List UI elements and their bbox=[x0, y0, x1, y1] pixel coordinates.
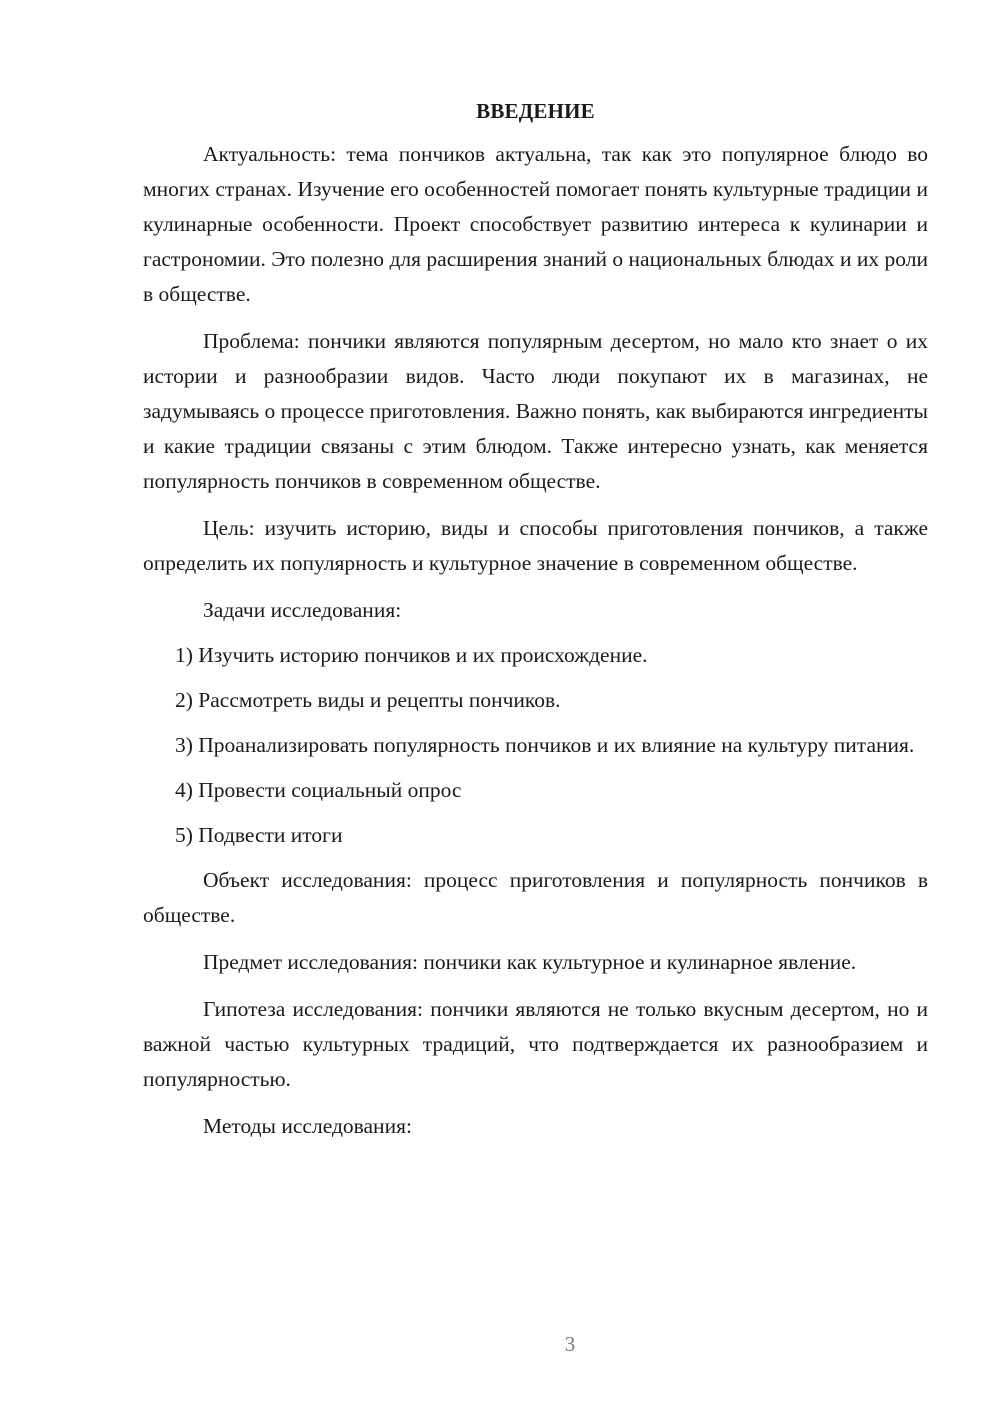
task-item: 1) Изучить историю пончиков и их происхождение. bbox=[175, 643, 648, 667]
goal-paragraph: Цель: изучить историю, виды и способы приготовления пончиков, а также определить их популярность и культурное значение в современном обществе. bbox=[143, 516, 928, 575]
page-title: ВВЕДЕНИЕ bbox=[476, 99, 595, 123]
task-item: 3) Проанализировать популярность пончиков и их влияние на культуру питания. bbox=[175, 733, 915, 757]
methods-label: Методы исследования: bbox=[203, 1114, 412, 1138]
relevance-paragraph: Актуальность: тема пончиков актуальна, так как это популярное блюдо во многих странах. Изучение его особенностей помогает понять культурные традиции и кулинарные особенности. Проект способствует развитию интереса к кулинарии и гастрономии. Это полезно для расширения знаний о национальных блюдах и их роли в обществе. bbox=[143, 142, 928, 306]
page-content bbox=[143, 95, 928, 1154]
subject-paragraph: Предмет исследования: пончики как культурное и кулинарное явление. bbox=[203, 950, 857, 974]
page-number: 3 bbox=[564, 1332, 576, 1356]
task-item: 2) Рассмотреть виды и рецепты пончиков. bbox=[175, 688, 561, 712]
tasks-label: Задачи исследования: bbox=[203, 598, 402, 622]
object-paragraph: Объект исследования: процесс приготовления и популярность пончиков в обществе. bbox=[143, 868, 928, 927]
problem-paragraph: Проблема: пончики являются популярным десертом, но мало кто знает о их истории и разнообразии видов. Часто люди покупают их в магазинах, не задумываясь о процессе приготовления. Важно понять, как выбираются ингредиенты и какие традиции связаны с этим блюдом. Также интересно узнать, как меняется популярность пончиков в современном обществе. bbox=[143, 329, 928, 493]
hypothesis-paragraph: Гипотеза исследования: пончики являются не только вкусным десертом, но и важной частью культурных традиций, что подтверждается их разнообразием и популярностью. bbox=[143, 997, 928, 1091]
task-item: 4) Провести социальный опрос bbox=[175, 778, 462, 802]
task-item: 5) Подвести итоги bbox=[175, 823, 343, 847]
